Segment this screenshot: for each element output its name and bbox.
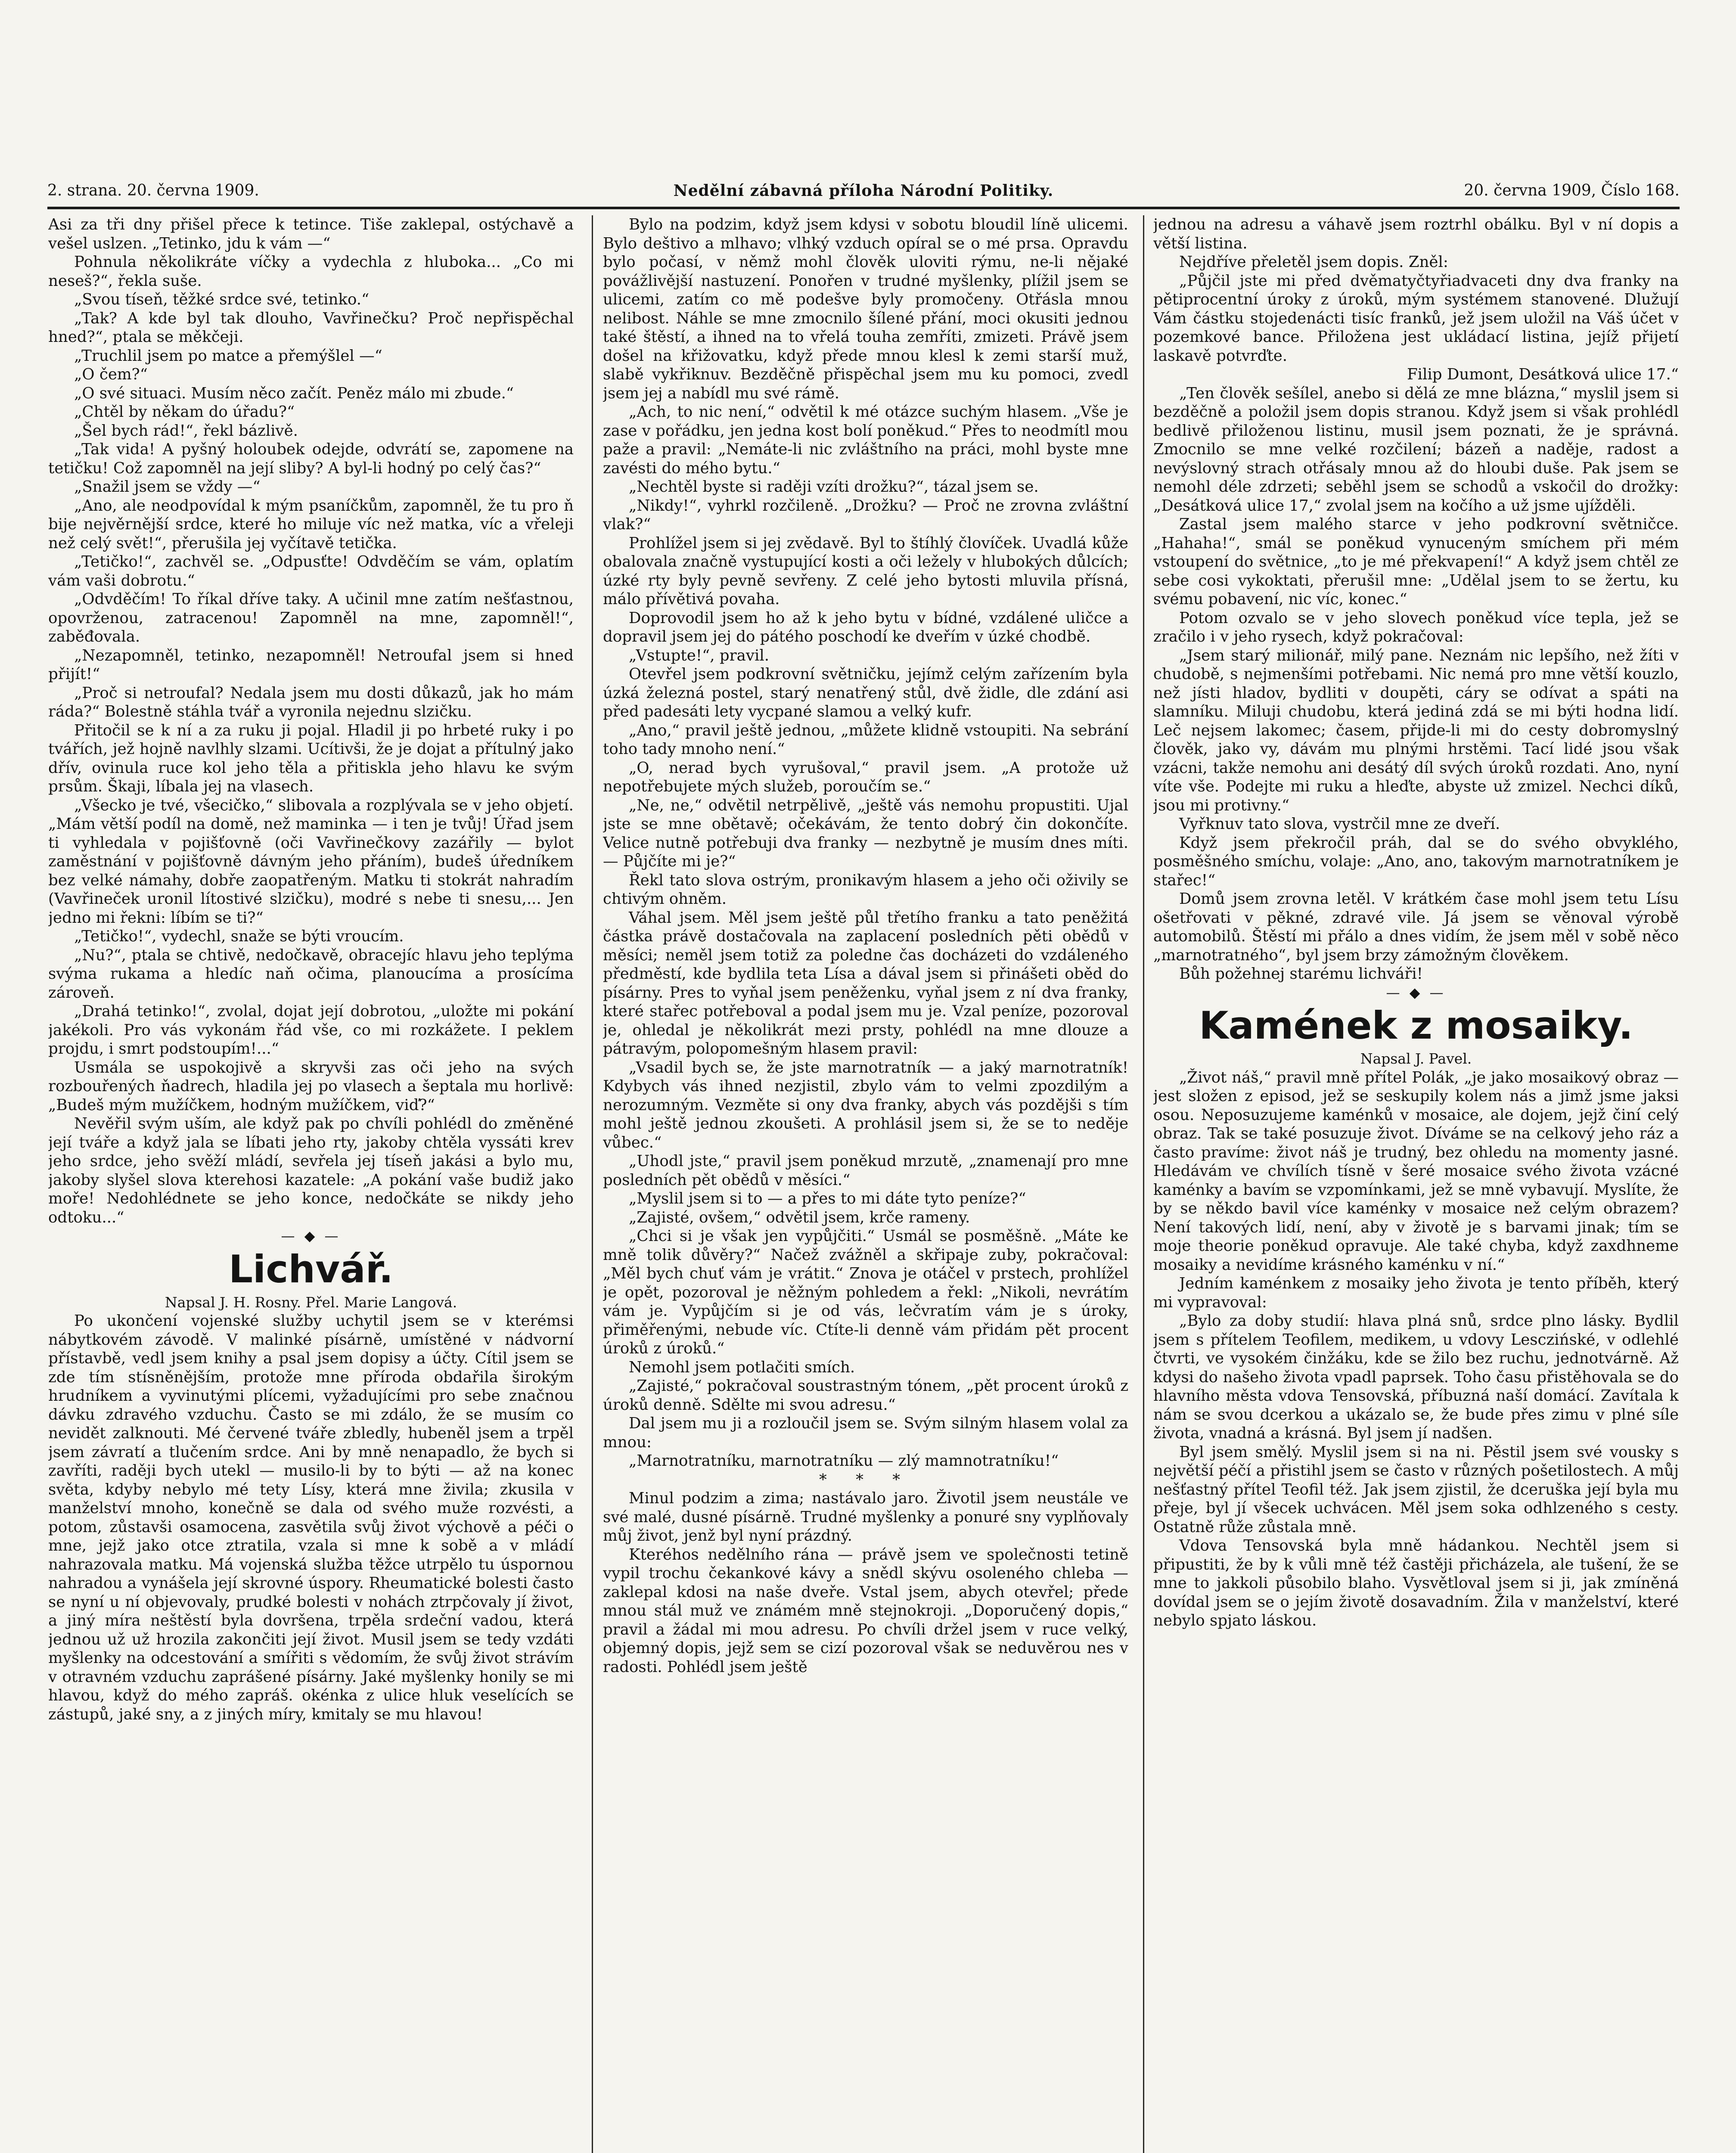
paragraph: „Ten člověk sešílel, anebo si dělá ze mne blázna,“ myslil jsem si bezděčně a položil jsem dopis stranou. Když jsem si však prohlédl bedlivě přiloženou listinu, musil jsem poznati, že je správná. Zmocnilo se mne velké rozčilení; bázeň a naděje, radost a nevýslovný strach otřásaly mnou až do hloubi duše. Pak jsem se nemohl déle zdrzeti; seběhl jsem se schodů a vskočil do drožky: „Desátková ulice 17,“ zvolal jsem na kočího a už jsme ujížděli. xyxy=(1153,384,1679,515)
paragraph: Potom ozvalo se v jeho slovech poněkud více tepla, jež se zračilo i v jeho rysech, když pokračoval: xyxy=(1153,609,1679,645)
paragraph: „Tetičko!“, vydechl, snaže se býti vroucím. xyxy=(74,928,404,945)
paragraph: „Tak? A kde byl tak dlouho, Vavřinečku? Proč nepřispěchal hned?“, ptala se měkčeji. xyxy=(48,309,574,346)
header-page-date: 2. strana. 20. června 1909. xyxy=(47,182,259,199)
paragraph: Bylo na podzim, když jsem kdysi v sobotu bloudil líně ulicemi. Bylo deštivo a mlhavo; vlhký vzduch opíral se o mé prsa. Opravdu bylo počasí, v němž mohl člověk uloviti rýmu, ne-li nějaké povážlivější nastuzení. Ponořen v trudné myšlenky, plížil jsem se ulicemi, zatím co mě podešve byly promočeny. Otřásla mnou nelibost. Náhle se mne zmocnilo šílené přání, moci okusiti jednou také štěstí, a ihned na to vřelá touha zemříti, zmizeti. Právě jsem došel na křižovatku, když přede mnou klesl k zemi starší muž, slabě vykřiknuv. Bezděčně přispěchal jsem mu ku pomoci, zvedl jsem jej a nabídl mu své rámě. xyxy=(603,216,1128,402)
column-divider xyxy=(592,215,593,2153)
paragraph: „Půjčil jste mi před dvěmatyčtyřiadvaceti dny dva franky na pětiprocentní úroky z úroků, mým systémem stanovené. Dlužují Vám částku stojedenácti tisíc franků, jež jsem uložil na Váš účet v pozemkové bance. Přiložena jest ukládací listina, jejíž přijetí laskavě potvrďte. xyxy=(1153,272,1679,365)
paragraph: „Nu?“, ptala se chtivě, nedočkavě, obracejíc hlavu jeho teplýma svýma rukama a hledíc naň očima, planoucíma a prosícíma zároveň. xyxy=(48,946,574,1002)
section-ornament: — ◆ — xyxy=(281,1228,341,1244)
article-lichvar xyxy=(48,1246,574,1724)
paragraph: „Marnotratníku, marnotratníku — zlý mamnotratníku!“ xyxy=(629,1452,1059,1470)
paragraph: „Nikdy!“, vyhrkl rozčileně. „Drožku? — Proč ne zrovna zvláštní vlak?“ xyxy=(603,496,1128,533)
paragraph: Nevěřil svým uším, ale když pak po chvíli pohlédl do změněné její tváře a když jala se líbati jeho rty, jakoby chtěla vyssáti krev jeho srdce, jeho svěží mládí, sevřela jej tíseň jakási a bylo mu, jakoby slyšel slova kterehosi kazatele: „A pokání vaše budiž jako moře! Nedohlédnete se jeho konce, nedočkáte se nikdy jeho odtoku...“ xyxy=(48,1115,574,1226)
paragraph: Doprovodil jsem ho až k jeho bytu v bídné, vzdálené uličce a dopravil jsem jej do pátého poschodí ke dveřím v úzké chodbě. xyxy=(603,609,1128,645)
paragraph: „Proč si netroufal? Nedala jsem mu dosti důkazů, jak ho mám ráda?“ Bolestně stáhla tvář a vyronila nejednu slzičku. xyxy=(48,684,574,720)
article-byline: Napsal J. H. Rosny. Přel. Marie Langová. xyxy=(165,1294,457,1311)
article-title: Kamének z mosaiky. xyxy=(1199,1003,1633,1048)
paragraph: „Ano,“ pravil ještě jednou, „můžete klidně vstoupiti. Na sebrání toho tady mnoho není.“ xyxy=(603,721,1128,758)
paragraph: Vdova Tensovská byla mně hádankou. Nechtěl jsem si připustiti, že by k vůli mně též častěji přicházela, ale tušení, že se mne to jakkoli působilo blaho. Vysvětloval jsem si ji, jak zmíněná dovídal jsem se o jejím životě dosavadním. Žila v manželství, které nebylo spjato láskou. xyxy=(1153,1537,1679,1629)
paragraph: „Šel bych rád!“, řekl bázlivě. xyxy=(74,422,298,440)
paragraph: „Všecko je tvé, všecičko,“ slibovala a rozplývala se v jeho objetí. „Mám větší podíl na domě, než maminka — i ten je tvůj! Úřad jsem ti vyhledala v pojišťovně (oči Vavřinečkovy zazářily — bylot zaměstnání v pojišťovně dávným jeho přáním), budeš úředníkem bez velké námahy, dobře zaopatřeným. Matku ti stokrát nahradím (Vavřineček uronil lítostivé slzičku), modré s nebe ti snesu,... Jen jedno mi řekni: líbím se ti?“ xyxy=(48,796,574,927)
paragraph: „Chtěl by někam do úřadu?“ xyxy=(74,403,295,421)
column-1 xyxy=(48,215,574,2153)
paragraph: Nejdříve přeletěl jsem dopis. Zněl: xyxy=(1179,253,1448,271)
paragraph: Pohnula několikráte víčky a vydechla z hluboka... „Co mi neseš?“, řekla suše. xyxy=(48,253,574,290)
column-divider xyxy=(1143,215,1144,2153)
paragraph: „Tetičko!“, zachvěl se. „Odpusťte! Odvděčím se vám, oplatím vám vaši dobrotu.“ xyxy=(48,553,574,589)
paragraph: Řekl tato slova ostrým, pronikavým hlasem a jeho oči oživily se chtivým ohněm. xyxy=(603,871,1128,908)
header-issue-number: 20. června 1909, Číslo 168. xyxy=(1464,182,1680,199)
article-title: Lichvář. xyxy=(228,1247,394,1291)
paragraph: „Ne, ne,“ odvětil netrpělivě, „ještě vás nemohu propustiti. Ujal jste se mne obětavě; očekávám, že tento dobrý čin dokončíte. Velice nutně potřebuji dva franky — nezbytně je musím dnes míti. — Půjčíte mi je?“ xyxy=(603,796,1128,870)
paragraph: Prohlížel jsem si jej zvědavě. Byl to štíhlý človíček. Uvadlá kůže obalovala značně vystupující kosti a oči ležely v hlubokých důlcích; úzké rty byly pevně sevřeny. Z celé jeho bytosti mluvila přísná, málo přívětivá povaha. xyxy=(603,534,1128,608)
paragraph: „Zajisté,“ pokračoval soustrastným tónem, „pět procent úroků z úroků denně. Sdělte mi svou adresu.“ xyxy=(603,1377,1128,1414)
paragraph: „O své situaci. Musím něco začít. Peněz málo mi zbude.“ xyxy=(74,384,514,402)
paragraph: Byl jsem smělý. Myslil jsem si na ni. Pěstil jsem své vousky s největší péčí a přistihl jsem se často v různých pošetilostech. A můj nešťastný přítel Teofil též. Jak jsem zjistil, že dceruška její byla mu přeje, byl jí všecek uchvácen. Měl jsem sokа odhlzeného s cesty. Ostatně růže zůstala mně. xyxy=(1153,1443,1679,1536)
paragraph: „Nezapomněl, tetinko, nezapomněl! Netroufal jsem si hned přijít!“ xyxy=(48,646,574,683)
paragraph: Domů jsem zrovna letěl. V krátkém čase mohl jsem tetu Lísu ošetřovati v pěkné, zdravé vile. Já jsem se věnoval výrobě automobilů. Štěstí mi přálo a dnes vidím, že jsem měl v sobě něco „marnotratného“, byl jsem brzy zámožným člověkem. xyxy=(1153,890,1679,964)
section-break-stars: * * * xyxy=(819,1470,912,1489)
paragraph: „Tak vida! A pyšný holoubek odejde, odvrátí se, zapomene na tetičku! Což zapomněl na její sliby? A byl-li hodný po celý čas?“ xyxy=(48,441,574,477)
paragraph: „Odvděčím! To říkal dříve taky. A učinil mne zatím nešťastnou, opovrženou, zatracenou! Zapomněl na mne, zapomněl!“, zaběđovala. xyxy=(48,590,574,645)
paragraph: Otevřel jsem podkrovní světničku, jejímž celým zařízením byla úzká železná postel, starý nenatřený stůl, dvě židle, dle zdání asi před padesáti lety vycpané slamou a velký kufr. xyxy=(603,665,1128,720)
page-header xyxy=(47,180,1680,209)
paragraph: Nemohl jsem potlačiti smích. xyxy=(629,1358,855,1376)
paragraph: „Zajisté, ovšem,“ odvětil jsem, krče rameny. xyxy=(629,1208,970,1226)
paragraph: „O čem?“ xyxy=(74,366,148,383)
paragraph: Dal jsem mu ji a rozloučil jsem se. Svým silným hlasem volal za mnou: xyxy=(603,1415,1128,1451)
paragraph: „Život náš,“ pravil mně přítel Polák, „je jako mosaikový obraz — jest složen z episod, jež se seskupily kolem nás a jimž jsme jaksi osou. Neposuzujeme kaménků v mosaice, ale dojem, jejž činí celý obraz. Tak se také posuzuje život. Díváme se na celkový jeho ráz a často pravíme: život náš je trudný, bez ohledu na momenty jasné. Hledávám ve chvílích tísně v šeré mosaice svého života vzácné kaménky a bavím se vzpomínkami, jež se mně vybavují. Myslíte, že by se někdo bavil více kaménky v mosaice než celým obrazem? Není takových lidí, není, aby v životě je s barvami jinak; tím se moje theorie poněkud opravuje. Ale také chyba, když zaxdhneme mosaiky a nevidíme krásného kaménku v ní.“ xyxy=(1153,1068,1679,1274)
paragraph: „Svou tíseň, těžké srdce své, tetinko.“ xyxy=(74,291,370,308)
paragraph: „Truchlil jsem po matce a přemýšlel —“ xyxy=(74,347,382,365)
paragraph: „O, nerad bych vyrušoval,“ pravil jsem. „A protože už nepotřebujete mých služeb, poroučím se.“ xyxy=(603,759,1128,795)
paragraph: jednou na adresu a váhavě jsem roztrhl obálku. Byl v ní dopis a větší listina. xyxy=(1153,216,1679,252)
column-3 xyxy=(1153,215,1679,2153)
paragraph: Minul podzim a zima; nastávalo jaro. Životil jsem neustále ve své malé, dusné písárně. Trudné myšlenky a ponuré sny vyplňovaly můj život, jenž byl nyní prázdný. xyxy=(603,1489,1128,1545)
paragraph: „Myslil jsem si to — a přes to mi dáte tyto peníze?“ xyxy=(629,1190,1026,1207)
paragraph: „Ano, ale neodpovídal k mým psaníčkům, zapomněl, že tu pro ň bije nejvěrnější srdce, které ho miluje víc než matka, víc a vřeleji než celý svět!“, přerušila jej vyčítavě tetička. xyxy=(48,496,574,552)
paragraph: Bůh požehnej starému lichváři! xyxy=(1179,965,1423,983)
paragraph: Přitočil se k ní a za ruku ji pojal. Hladil ji po hrbeté ruky i po tvářích, jež hojně navlhly slzami. Ucítivši, že je dojat a přítulný jako dřív, ovinula ruce kol jeho těla a přitiskla jeho hlavu ke svým prsům. Škaji, líbala jej na vlasech. xyxy=(48,721,574,795)
paragraph: Když jsem překročil práh, dal se do svého obvyklého, posměšného smíchu, volaje: „Ano, ano, takovým marnotratníkem je stařec!“ xyxy=(1153,834,1679,889)
section-ornament: — ◆ — xyxy=(1386,984,1446,1001)
paragraph: Kteréhos nedělního rána — právě jsem ve společnosti tetině vypil trochu čekankové kávy a snědl skývu osoleného chleba — zaklepal kdosi na naše dveře. Vstal jsem, abych otevřel; přede mnou stál muž ve známém mně stejnokroji. „Doporučený dopis,“ pravil a žádal mi mou adresu. Po chvíli držel jsem v ruce velký, objemný dopis, jejž sem se cizí pozoroval však se neduvěrou nes v radosti. Pohlédl jsem ještě xyxy=(603,1545,1128,1676)
article-byline: Napsal J. Pavel. xyxy=(1360,1050,1472,1067)
paragraph: „Drahá tetinko!“, zvolal, dojat její dobrotou, „uložte mi pokání jakékoli. Pro vás vykonám řád vše, co mi rozkážete. I peklem projdu, i smrt podstoupím!...“ xyxy=(48,1002,574,1058)
paragraph: Vyřknuv tato slova, vystrčil mne ze dveří. xyxy=(1179,815,1500,833)
paragraph: „Vsadil bych se, že jste marnotratník — a jaký marnotratník! Kdybych vás ihned nezjistil, zbylo vám to velmi zpozdilým a nerozumným. Vezměte si ony dva franky, abych vás pozdějši s tím mohl ještě jednou zkoušeti. A prohlásil jsem si, že se to neděje vůbec.“ xyxy=(603,1058,1128,1151)
paragraph: Zastal jsem malého starce v jeho podkrovní světničce. „Hahaha!“, smál se poněkud vynuceným smíchem při mém vstoupení do světnice, „to je mé překvapení!“ A když jsem chtěl ze sebe cosi vykoktati, přerušil mne: „Udělal jsem to se žertu, ku svému pobavení, nic víc, konec.“ xyxy=(1153,515,1679,608)
article-kamenek xyxy=(1153,1002,1679,1630)
paragraph: „Chci si je však jen vypůjčiti.“ Usmál se posměšně. „Máte ke mně tolik důvěry?“ Načež zvážněl a skřipaje zuby, pokračoval: „Měl bych chuť vám je vrátit.“ Znova je otáčel v prstech, prohlížel je opět, pozoroval je něžným pohledem a řekl: „Nikoli, nevrátím vám je. Vypůjčím si je od vás, lečvratím vám je s úroky, přiměřenými, nebude víc. Ctíte-li denně vám přidám pět procent úroků z úroků.“ xyxy=(603,1227,1128,1357)
paragraph: „Nechtěl byste si raději vzíti drožku?“, tázal jsem se. xyxy=(629,478,1039,496)
paragraph: „Jsem starý milionář, milý pane. Neznám nic lepšího, než žíti v chudobě, s nejmenšími potřebami. Nic nemá pro mne větší kouzlo, než jísti hladov, bydliti v doupěti, cáry se odívat a spáti na slamníku. Miluji chudobu, která jediná zdá se mi býti hodna lidí. Leč nejsem lakomec; časem, přijde-li mi do cesty dobromyslný člověk, jako vy, dávám mu plnými hrstěmi. Tací lidé jsou však vzácni, takže nemohu ani desátý díl svých úroků rozdati. Ano, nyní víte vše. Podejte mi ruku a hleďte, abyste už zmizel. Nechci díků, jsou mi protivny.“ xyxy=(1153,646,1679,814)
paragraph: „Bylo za doby studií: hlava plná snů, srdce plno lásky. Bydlil jsem s přítelem Teofilem, medikem, u vdovy Lesczińské, v odlehlé čtvrti, ve vysokém činžáku, kde se žilo bez ruchu, jednotvárně. Až kdysi do našeho života vpadl paprsek. Toho času přistěhovala se do hlavního města vdova Tensovská, příbuzná naší domácí. Zavítala k nám se svou dcerkou a ukázalo se, že bude přes zimu v plné síle života, vnadná a krásná. Byl jsem jí nadšen. xyxy=(1153,1312,1679,1442)
paragraph: Asi za tři dny přišel přece k tetince. Tiše zaklepal, ostýchavě a vešel uslzen. „Tetinko, jdu k vám —“ xyxy=(48,216,574,252)
story-continuation xyxy=(48,215,574,1227)
paragraph: „Vstupte!“, pravil. xyxy=(629,646,770,664)
column-2 xyxy=(603,215,1128,2153)
letter-signature: Filip Dumont, Desátková ulice 17.“ xyxy=(1407,366,1679,383)
paragraph: „Ach, to nic není,“ odvětil k mé otázce suchým hlasem. „Vše je zase v pořádku, jen jedna kost bolí poněkud.“ Přes to neodmítl mou paže a pravil: „Nemáte-li nic zvláštního na práci, mohl byste mne zavésti do mého bytu.“ xyxy=(603,403,1128,477)
paragraph: Jedním kaménkem z mosaiky jeho života je tento příběh, který mi vypravoval: xyxy=(1153,1275,1679,1311)
paragraph: Po ukončení vojenské služby uchytil jsem se v kterémsi nábytkovém závodě. V malinké písárně, umístěné v nádvorní přístavbě, vedl jsem knihy a psal jsem dopisy a účty. Cítil jsem se zde tím stísněnějším, protože mne příroda obdařila širokým hrudníkem a vyvinutými plícemi, vyžadujícími pro sebe značnou dávku zdravého vzduchu. Často se mi zdálo, že se musím co nevidět zalknouti. Mé červené tváře zbledly, hubeněl jsem a trpěl jsem závratí a tlučením srdce. Ani by mně nenapadlo, že bych si zavříti, raději bych utekl — musilo-li by to býti — až na konec světa, kdyby nebylo mé tety Lísy, která mne živila; zkusila v manželství mnoho, konečně se dala od svého muže rozvésti, a potom, zůstavši osamocena, zasvětila svůj život výchově a péči o mne, jejž jako otce ztratila, vzala si mne k sobě a v mládí nahrazovala matku. Má vojenská služba těžce utrpělo tu úspornou nahradou a vynášela její skrovné úspory. Rheumatické bolesti často se nyní u ní objevovaly, prudké bolesti v nohách ztrpčovaly jí život, a jiný míra neštěstí byla dovršena, trpěla srdeční vadou, která jednou už už hrozila zakončiti její život. Musil jsem se tedy vzdáti myšlenky na odcestování a smířiti s vědomím, že svůj život strávím v otravném vzduchu zaprášené písárny. Jaké myšlenky honily se mi hlavou, když do mého zapráš. okénka z ulice hluk veselících se zástupů, jaké sny, a z jiných míry, kmitaly se mu hlavou! xyxy=(48,1312,574,1723)
header-publication-title: Nedělní zábavná příloha Národní Politiky. xyxy=(673,182,1054,200)
paragraph: „Snažil jsem se vždy —“ xyxy=(74,478,261,496)
paragraph: Usmála se uspokojivě a skryvši zas oči jeho na svých rozbouřených ňadrech, hladila jej po vlasech a šeptala mu horlivě: „Budeš mým mužíčkem, hodným mužíčkem, viď?“ xyxy=(48,1058,574,1114)
paragraph: „Uhodl jste,“ pravil jsem poněkud mrzutě, „znamenají pro mne posledních pět obědů v měsíci.“ xyxy=(603,1152,1128,1189)
paragraph: Váhal jsem. Měl jsem ještě půl třetího franku a tato peněžitá částka právě dostačovala na zaplacení posledních pěti obědů v měsíci; neměl jsem totiž za poledne čas docházeti do vzdáleného předměstí, kde bydlila teta Lísa a dával jsem si přinášeti oběd do písárny. Pres to vyňal jsem peněženku, vyňal jsem z ní dva franky, které stařec potřeboval a podal jsem mu je. Vzal peníze, pozoroval je, ohledal je několikrát mezi prsty, pohlédl na mne dlouze a pátravým, polopomešným hlasem pravil: xyxy=(603,909,1128,1058)
